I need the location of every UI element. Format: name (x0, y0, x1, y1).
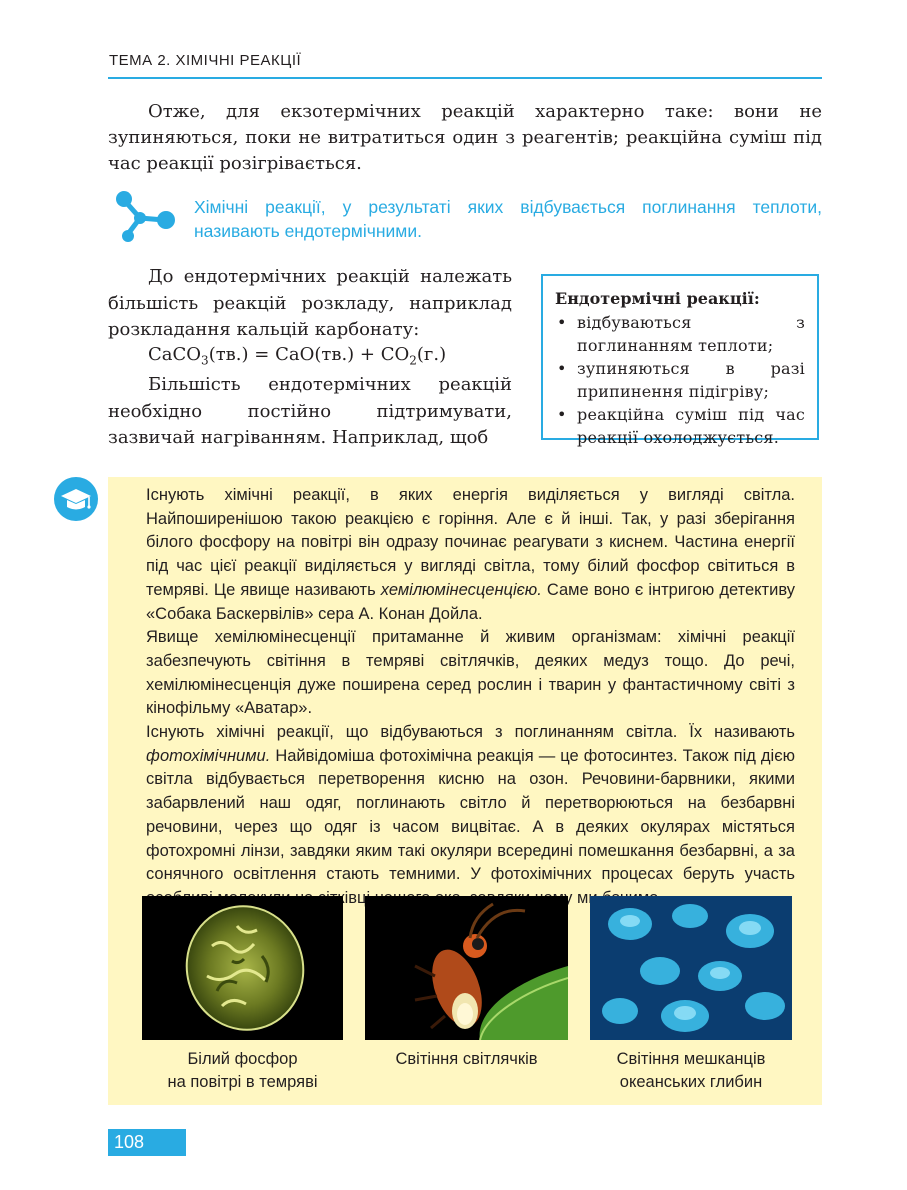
plus-sign: + (354, 344, 381, 365)
photo-caption-fireflies (365, 1048, 568, 1071)
graduation-cap-icon (53, 476, 99, 522)
term-photochemical: фотохімічними. (146, 746, 271, 765)
bullet-icon: • (557, 359, 567, 378)
caption-line: на повітрі в темряві (167, 1073, 318, 1091)
molecule-icon (114, 190, 178, 244)
photo-caption-phosphorus (142, 1048, 343, 1094)
info-paragraph-3-start: Існують хімічні реакції, що відбуваються з поглинанням світла. Їх називають (146, 723, 795, 742)
header-divider (108, 77, 822, 79)
reactant-state: (тв.) (208, 344, 249, 365)
info-paragraph-3-end: Найвідоміша фотохімічна реакція — це фотосинтез. Також під дією світла відбувається перетворення кисню на озон. Речовини-барвники, якими забарвлений наш одяг, поглинають світло й перетворюються на безбарвні речовини, через що одяг із часом вицвітає. А в деяких окулярах містяться фотохромні лінзи, завдяки яким такі окуляри всередині помешкання безбарвні, а за сонячного освітлення стають темними. У фотохімічних процесах беруть участь сітківці ми (146, 746, 795, 907)
chemical-equation (148, 342, 446, 374)
term-chemiluminescence: хемілюмінесценцією. (380, 580, 542, 599)
summary-item-text: реакційна суміш під час реакції охолоджується. (577, 405, 805, 447)
summary-box-title: Ендотермічні реакції: (555, 289, 760, 308)
fireflies-photo (365, 896, 568, 1040)
running-header: ТЕМА 2. ХІМІЧНІ РЕАКЦІЇ (109, 52, 302, 69)
reactant-formula: CaCO (148, 344, 202, 365)
definition-text: Хімічні реакції, у результаті яких відбувається поглинання теплоти, називають ендотермічними. (194, 197, 822, 241)
equals-sign: = (248, 344, 276, 365)
intro-paragraph: Отже, для екзотермічних реакцій характерно таке: вони не зупиняються, поки не витратиться один з реагентів; реакційна суміш під час реакції розігрівається. (108, 101, 822, 174)
summary-item (555, 357, 805, 403)
summary-list (555, 311, 805, 449)
bullet-icon: • (557, 313, 567, 332)
info-block-text (146, 484, 795, 911)
summary-item-text: відбуваються з поглинанням теплоти; (577, 313, 805, 355)
summary-item (555, 403, 805, 449)
info-paragraph-2: Явище хемілюмінесценції притаманне й живим організмам: хімічні реакції забезпечують світіння в темряві світлячків, деяких медуз тощо. До речі, хемілюмінесценція дуже поширена серед рослин і тварин у фантастичному світі з кінофільму «Аватар». (146, 628, 795, 718)
caption-line: Світіння мешканців (616, 1050, 766, 1068)
product-2-subscript: 2 (409, 353, 417, 368)
photo-caption-jellyfish (590, 1048, 792, 1094)
info-paragraph-3 (146, 721, 795, 911)
white-phosphorus-photo (142, 896, 343, 1040)
reactant-subscript: 3 (201, 353, 209, 368)
jellyfish-photo (590, 896, 792, 1040)
info-paragraph-1-start: Існують хімічні реакції, в яких енергія виділяється у вигляді світла. Найпоширенішою такою реакцією є горіння. Але є й інші. Так, у разі зберігання білого фосфору на повітрі він одразу починає реагувати з киснем. Частина енергії під час цієї реакції виділяється у вигляді світла, тому білий фосфор світиться в темряві. Це явище називають (146, 486, 795, 599)
product-1: CaO(тв.) (275, 344, 355, 365)
product-2-state: (г.) (416, 344, 447, 365)
endothermic-paragraph-2: Більшість ендотермічних реакцій необхідно постійно підтримувати, зазвичай нагріванням. Наприклад, щоб (108, 374, 512, 448)
endothermic-paragraph: До ендотермічних реакцій належать більшість реакцій розкладу, наприклад розкладання кальцій карбонату: (108, 266, 512, 340)
summary-item-text: зупиняються в разі припинення підігріву; (577, 359, 805, 401)
page-number: 108 (108, 1129, 186, 1156)
caption-line: Білий фосфор (187, 1050, 298, 1068)
endothermic-summary-box (541, 274, 819, 447)
summary-item (555, 311, 805, 357)
info-paragraph-1 (146, 484, 795, 626)
caption-line: Світіння світлячків (395, 1050, 538, 1068)
info-paragraph-1-end: Саме воно є інтригою детективу «Собака Баскервілів» сера А. Конан Дойла. (146, 580, 795, 623)
caption-line: океанських глибин (619, 1073, 763, 1091)
bullet-icon: • (557, 405, 567, 424)
product-2-formula: CO (380, 344, 410, 365)
